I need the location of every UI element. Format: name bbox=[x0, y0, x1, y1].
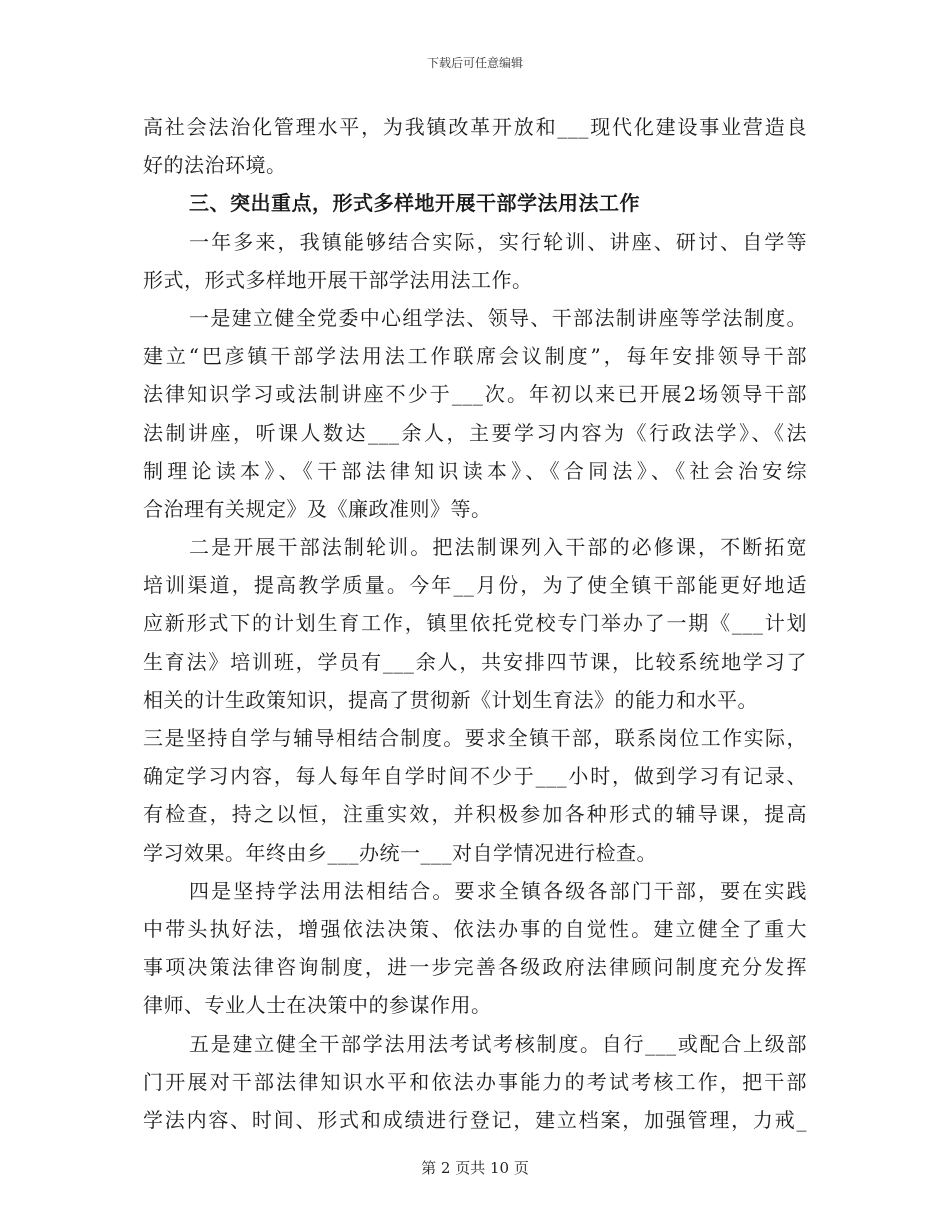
paragraph-line: 门开展对干部法律知识水平和依法办事能力的考试考核工作，把干部 bbox=[143, 1069, 807, 1094]
paragraph-line: 一是建立健全党委中心组学法、领导、干部法制讲座等学法制度。 bbox=[189, 305, 807, 330]
paragraph-line: 律师、专业人士在决策中的参谋作用。 bbox=[143, 993, 492, 1018]
paragraph-line: 法制讲座，听课人数达___余人，主要学习内容为《行政法学》、《法 bbox=[143, 420, 807, 445]
paragraph-line: 高社会法治化管理水平，为我镇改革开放和___现代化建设事业营造良 bbox=[143, 115, 807, 139]
paragraph-line: 四是坚持学法用法相结合。要求全镇各级各部门干部，要在实践 bbox=[189, 878, 807, 903]
paragraph-line: 有检查，持之以恒，注重实效，并积极参加各种形式的辅导课，提高 bbox=[143, 802, 807, 827]
paragraph-line: 法律知识学习或法制讲座不少于___次。年初以来已开展2场领导干部 bbox=[143, 382, 807, 407]
paragraph-line: 好的法治环境。 bbox=[143, 153, 287, 178]
section-heading: 三、突出重点，形式多样地开展干部学法用法工作 bbox=[189, 191, 640, 216]
paragraph-line: 中带头执好法，增强依法决策、依法办事的自觉性。建立健全了重大 bbox=[143, 916, 807, 941]
document-body bbox=[143, 108, 807, 1139]
paragraph-line: 建立“巴彦镇干部学法用法工作联席会议制度”，每年安排领导干部 bbox=[143, 344, 807, 369]
paragraph-line: 培训渠道，提高教学质量。今年__月份，为了使全镇干部能更好地适 bbox=[143, 573, 807, 598]
paragraph-line: 形式，形式多样地开展干部学法用法工作。 bbox=[143, 267, 533, 292]
paragraph-line: 制理论读本》、《干部法律知识读本》、《合同法》、《社会治安综 bbox=[143, 458, 807, 483]
page-header: 下载后可任意编辑 bbox=[426, 56, 523, 70]
paragraph-line: 一年多来，我镇能够结合实际，实行轮训、讲座、研讨、自学等 bbox=[189, 229, 807, 254]
paragraph-line: 三是坚持自学与辅导相结合制度。要求全镇干部，联系岗位工作实际， bbox=[143, 726, 807, 750]
paragraph-line: 确定学习内容，每人每年自学时间不少于___小时，做到学习有记录、 bbox=[143, 764, 807, 789]
paragraph-line: 学习效果。年终由乡___办统一___对自学情况进行检查。 bbox=[143, 840, 657, 865]
paragraph-line: 学法内容、时间、形式和成绩进行登记，建立档案，加强管理，力戒_ bbox=[143, 1107, 807, 1132]
paragraph-line: 生育法》培训班，学员有___余人，共安排四节课，比较系统地学习了 bbox=[143, 649, 807, 674]
paragraph-line: 事项决策法律咨询制度，进一步完善各级政府法律顾问制度充分发挥 bbox=[143, 955, 807, 980]
page-footer: 第 2 页共 10 页 bbox=[421, 1159, 529, 1177]
paragraph-line: 合治理有关规定》及《廉政准则》等。 bbox=[143, 496, 492, 521]
paragraph-line: 应新形式下的计划生育工作，镇里依托党校专门举办了一期《___计划 bbox=[143, 611, 807, 636]
paragraph-line: 相关的计生政策知识，提高了贯彻新《计划生育法》的能力和水平。 bbox=[143, 687, 758, 712]
paragraph-line: 五是建立健全干部学法用法考试考核制度。自行___或配合上级部 bbox=[189, 1031, 807, 1056]
paragraph-line: 二是开展干部法制轮训。把法制课列入干部的必修课，不断拓宽 bbox=[189, 535, 807, 560]
